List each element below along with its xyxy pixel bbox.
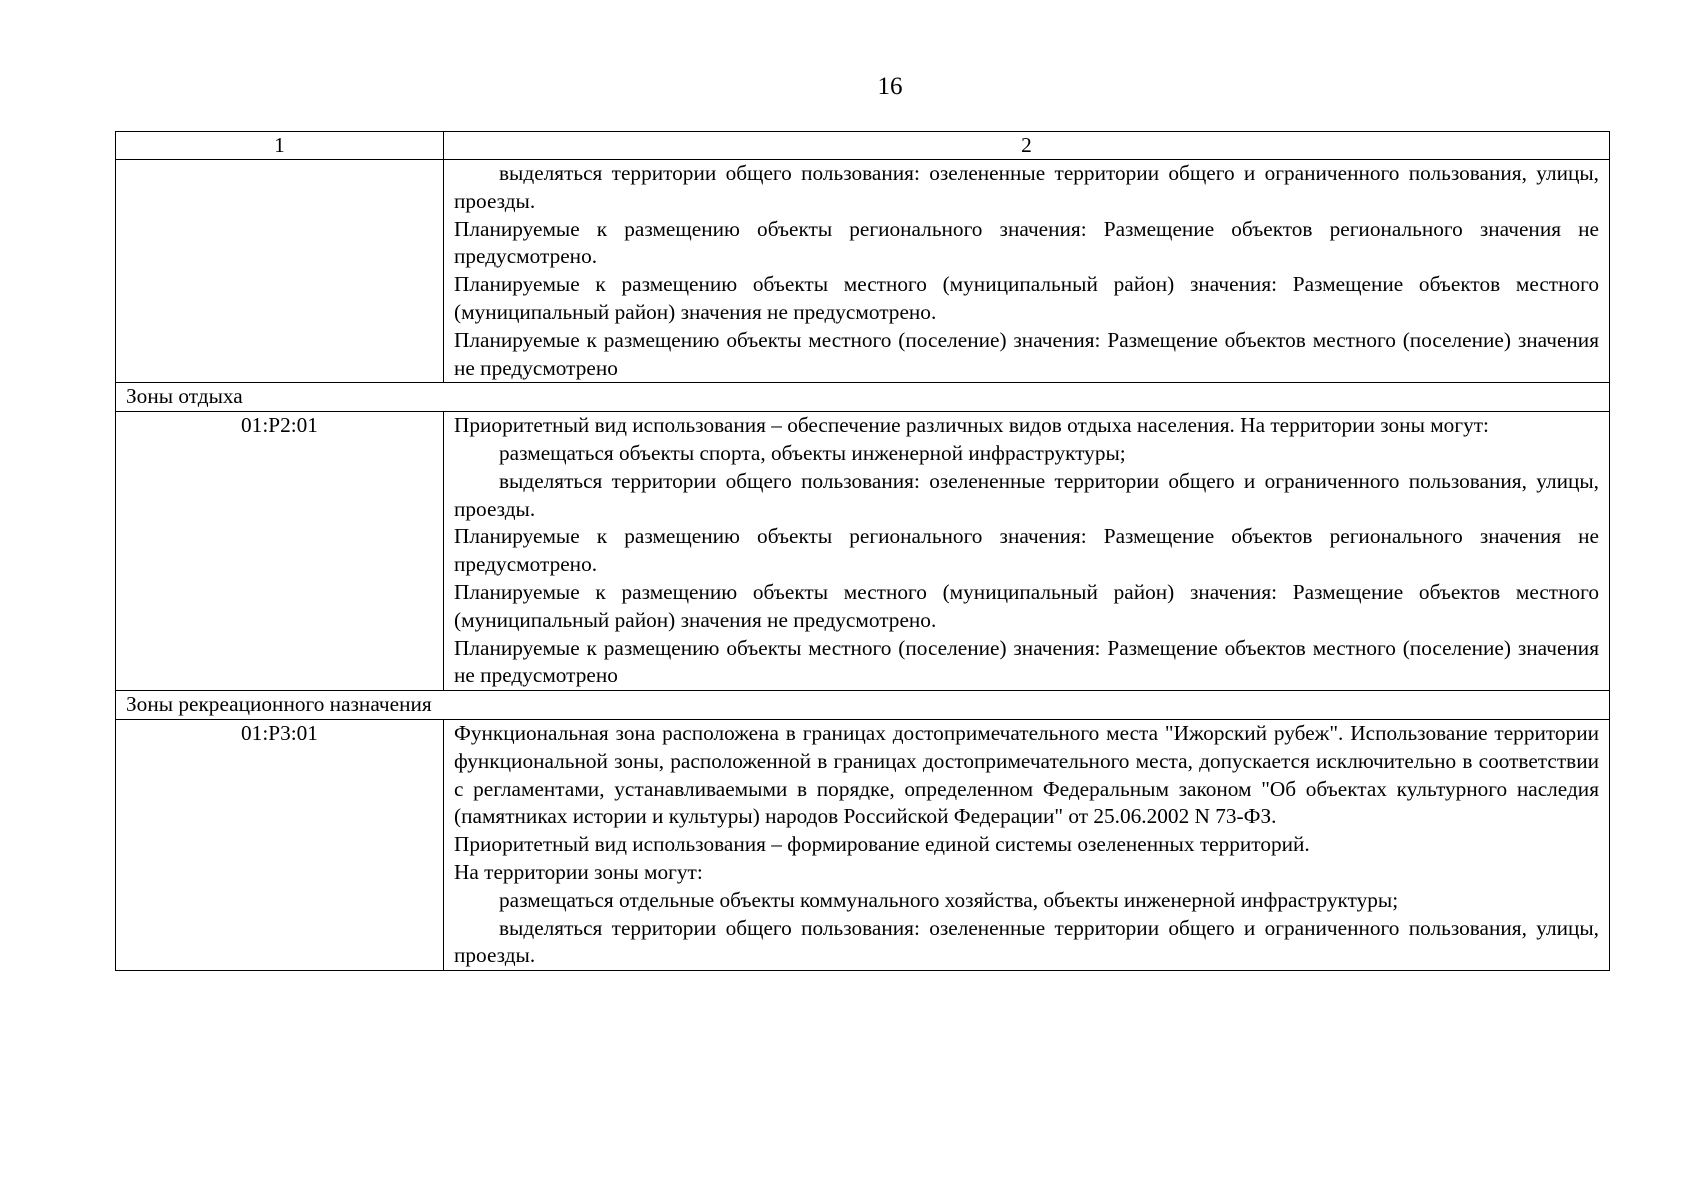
table-row xyxy=(116,160,1610,383)
description-line: Планируемые к размещению объекты регионального значения: Размещение объектов регионального значения не предусмотрено. xyxy=(454,524,1599,577)
code-cell xyxy=(116,160,444,383)
description-line: Приоритетный вид использования – обеспечение различных видов отдыха населения. На территории зоны могут: xyxy=(454,413,1489,438)
description-line: Планируемые к размещению объекты местного (поселение) значения: Размещение объектов местного (поселение) значения не предусмотрено xyxy=(454,635,1599,688)
description-line: Планируемые к размещению объекты местного (муниципальный район) значения: Размещение объектов местного (муниципальный район) значения не предусмотрено. xyxy=(454,272,1599,324)
column-header-2: 2 xyxy=(444,132,1610,160)
description-line: Планируемые к размещению объекты регионального значения: Размещение объектов регионального значения не предусмотрено. xyxy=(454,216,1599,269)
description-line: Планируемые к размещению объекты местного (муниципальный район) значения: Размещение объектов местного (муниципальный район) значения не предусмотрено. xyxy=(454,579,1599,632)
zone-code: 01:Р2:01 xyxy=(116,412,444,691)
table-header-row xyxy=(116,132,1610,160)
description-line: Планируемые к размещению объекты местного (поселение) значения: Размещение объектов местного (поселение) значения не предусмотрено xyxy=(454,327,1599,380)
description-line: размещаться объекты спорта, объекты инженерной инфраструктуры; xyxy=(499,440,1126,465)
page-number: 16 xyxy=(877,73,903,100)
zone-code: 01:Р3:01 xyxy=(116,719,444,970)
description-line: выделяться территории общего пользования: озелененные территории общего и ограниченного пользования, улицы, проезды. xyxy=(454,161,1599,213)
description-line: Приоритетный вид использования – формирование единой системы озелененных территорий. xyxy=(454,832,1310,857)
description-line: выделяться территории общего пользования: озелененные территории общего и ограниченного пользования, улицы, проезды. xyxy=(454,915,1599,968)
zone-heading-rest: Зоны отдыха xyxy=(116,383,1610,412)
description-line: Функциональная зона расположена в границах достопримечательного места "Ижорский рубеж". Использование территории функциональной зоны, расположенной в границах достопримечательного места, допускается исключительно в соответствии с регламентами, устанавливаемыми в порядке, определенном Федеральным законом "Об объектах культурного наследия (памятниках истории и культуры) народов Российской Федерации" от 25.06.2002 N 73-ФЗ. xyxy=(454,720,1599,829)
description-cell xyxy=(444,719,1610,970)
description-cell xyxy=(444,412,1610,691)
zone-heading-row xyxy=(116,383,1610,412)
description-line: размещаться отдельные объекты коммунального хозяйства, объекты инженерной инфраструктуры; xyxy=(499,887,1399,912)
zone-heading-recreation: Зоны рекреационного назначения xyxy=(116,691,1610,720)
description-cell xyxy=(444,160,1610,383)
regulations-table xyxy=(115,131,1610,971)
column-header-1: 1 xyxy=(116,132,444,160)
zone-heading-row xyxy=(116,691,1610,720)
description-line: выделяться территории общего пользования: озелененные территории общего и ограниченного пользования, улицы, проезды. xyxy=(454,468,1599,521)
table-row xyxy=(116,719,1610,970)
description-line: На территории зоны могут: xyxy=(454,859,703,884)
table-row xyxy=(116,412,1610,691)
